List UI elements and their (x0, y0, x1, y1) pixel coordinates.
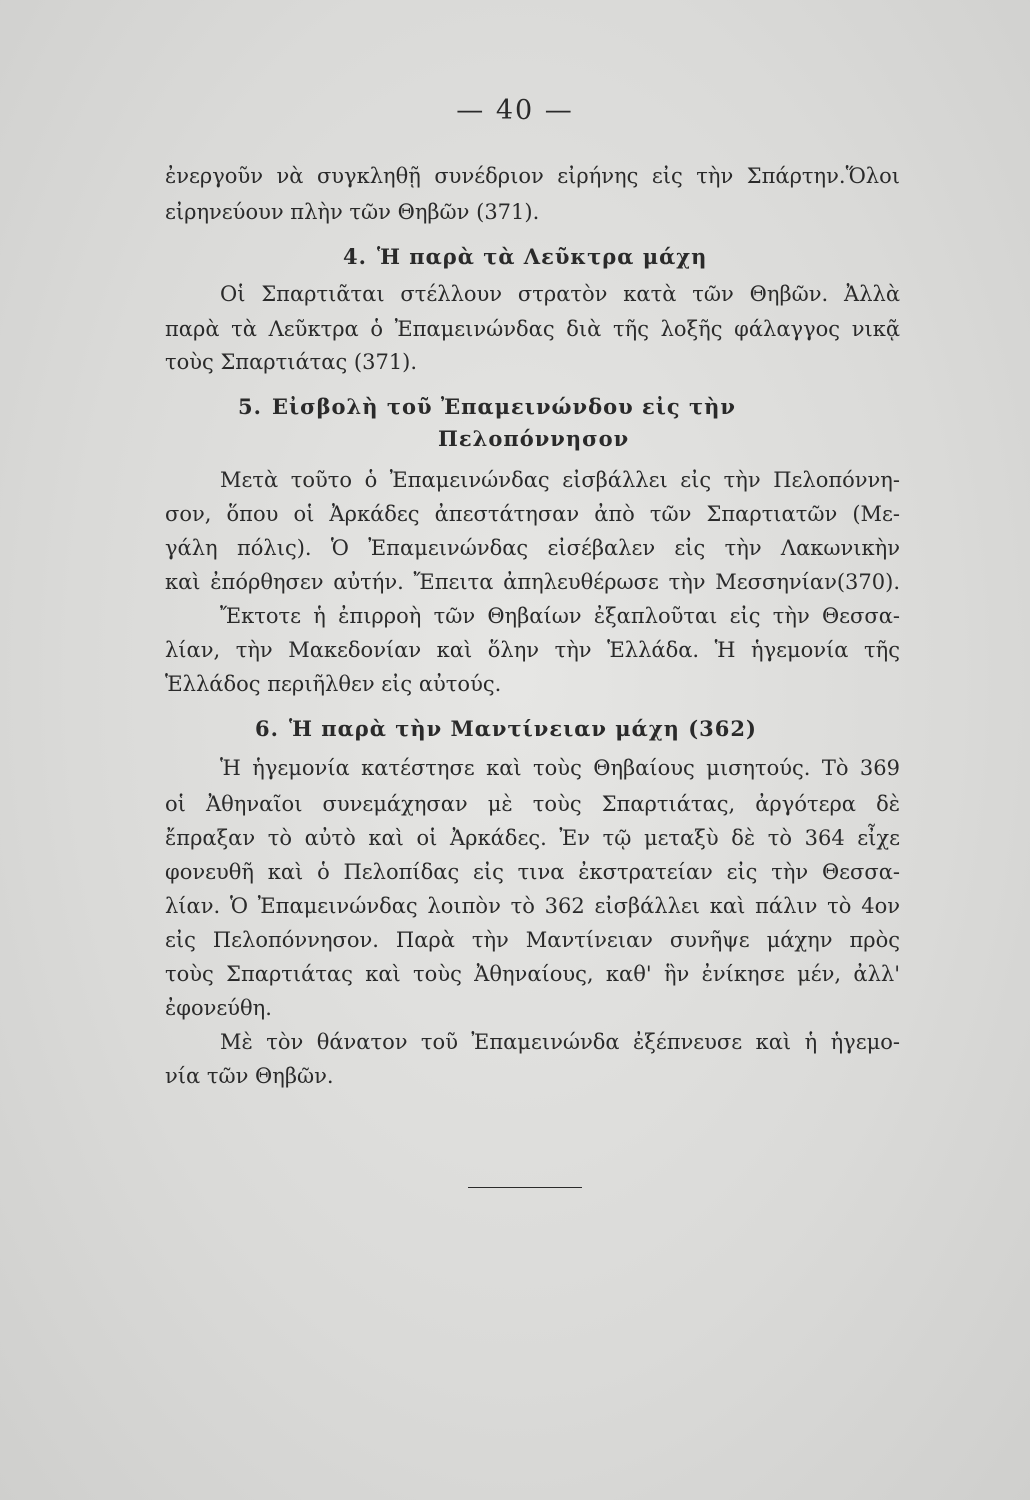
closing-line-1: Μὲ τὸν θάνατον τοῦ Ἐπαμεινώνδα ἐξέπνευσε καὶ ἡ ἡγεμο- (220, 1030, 900, 1054)
section-4-number: 4. (343, 244, 367, 269)
intro-line-1: ἐνεργοῦν νὰ συγκληθῇ συνέδριον εἰρήνης εἰς τὴν Σπάρτην.Ὅλοι (165, 164, 900, 188)
section-6-line-7: τοὺς Σπαρτιάτας καὶ τοὺς Ἀθηναίους, καθ' ἣν ἐνίκησε μέν, ἀλλ' (165, 962, 900, 986)
section-6-line-3: ἔπραξαν τὸ αὐτὸ καὶ οἱ Ἀρκάδες. Ἐν τῷ μεταξὺ δὲ τὸ 364 εἶχε (165, 826, 900, 850)
section-5-line-1: Μετὰ τοῦτο ὁ Ἐπαμεινώνδας εἰσβάλλει εἰς τὴν Πελοπόννη- (220, 468, 900, 492)
section-5-line-6: λίαν, τὴν Μακεδονίαν καὶ ὅλην τὴν Ἑλλάδα. Ἡ ἡγεμονία τῆς (165, 638, 900, 662)
section-6-line-4: φονευθῆ καὶ ὁ Πελοπίδας εἰς τινα ἐκστρατείαν εἰς τὴν Θεσσα- (165, 860, 900, 884)
section-6-line-1: Ἡ ἡγεμονία κατέστησε καὶ τοὺς Θηβαίους μισητούς. Τὸ 369 (220, 756, 900, 780)
section-4-line-3: τοὺς Σπαρτιάτας (371). (165, 350, 418, 374)
section-6-line-5: λίαν. Ὁ Ἐπαμεινώνδας λοιπὸν τὸ 362 εἰσβάλλει καὶ πάλιν τὸ 4ον (165, 894, 900, 918)
section-6-line-6: εἰς Πελοπόννησον. Παρὰ τὴν Μαντίνειαν συνῆψε μάχην πρὸς (165, 928, 900, 952)
section-5-line-7: Ἑλλάδος περιῆλθεν εἰς αὐτούς. (165, 672, 502, 696)
section-5-line-5: Ἔκτοτε ἡ ἐπιρροὴ τῶν Θηβαίων ἐξαπλοῦται εἰς τὴν Θεσσα- (220, 604, 900, 628)
section-5-title-line-2: Πελοπόννησον (438, 426, 630, 451)
section-6-number: 6. (255, 716, 279, 741)
section-4-line-1: Οἱ Σπαρτιᾶται στέλλουν στρατὸν κατὰ τῶν Θηβῶν. Ἀλλὰ (220, 282, 900, 306)
section-6-heading (255, 718, 757, 739)
section-5-title-line-1: Εἰσβολὴ τοῦ Ἐπαμεινώνδου εἰς τὴν (271, 394, 736, 419)
end-rule (468, 1187, 582, 1188)
closing-line-2: νία τῶν Θηβῶν. (165, 1064, 334, 1088)
section-6-line-2: οἱ Ἀθηναῖοι συνεμάχησαν μὲ τοὺς Σπαρτιάτας, ἀργότερα δὲ (165, 792, 900, 816)
section-4-heading (343, 246, 707, 267)
section-4-title: Ἡ παρὰ τὰ Λεῦκτρα μάχη (376, 244, 708, 269)
section-5-line-2: σον, ὅπου οἱ Ἀρκάδες ἀπεστάτησαν ἀπὸ τῶν Σπαρτιατῶν (Με- (165, 502, 900, 526)
section-4-line-2: παρὰ τὰ Λεῦκτρα ὁ Ἐπαμεινώνδας διὰ τῆς λοξῆς φάλαγγος νικᾷ (165, 317, 900, 341)
section-5-line-4: καὶ ἐπόρθησεν αὐτήν. Ἔπειτα ἀπηλευθέρωσε τὴν Μεσσηνίαν(370). (165, 570, 900, 594)
section-5-line-3: γάλη πόλις). Ὁ Ἐπαμεινώνδας εἰσέβαλεν εἰς τὴν Λακωνικὴν (165, 536, 900, 560)
section-6-title: Ἡ παρὰ τὴν Μαντίνειαν μάχη (362) (288, 716, 757, 741)
page-number: — 40 — (456, 95, 574, 126)
section-6-line-8: ἐφονεύθη. (165, 996, 272, 1020)
section-5-heading (238, 396, 736, 417)
intro-line-2: εἰρηνεύουν πλὴν τῶν Θηβῶν (371). (165, 200, 540, 224)
section-5-number: 5. (238, 394, 262, 419)
